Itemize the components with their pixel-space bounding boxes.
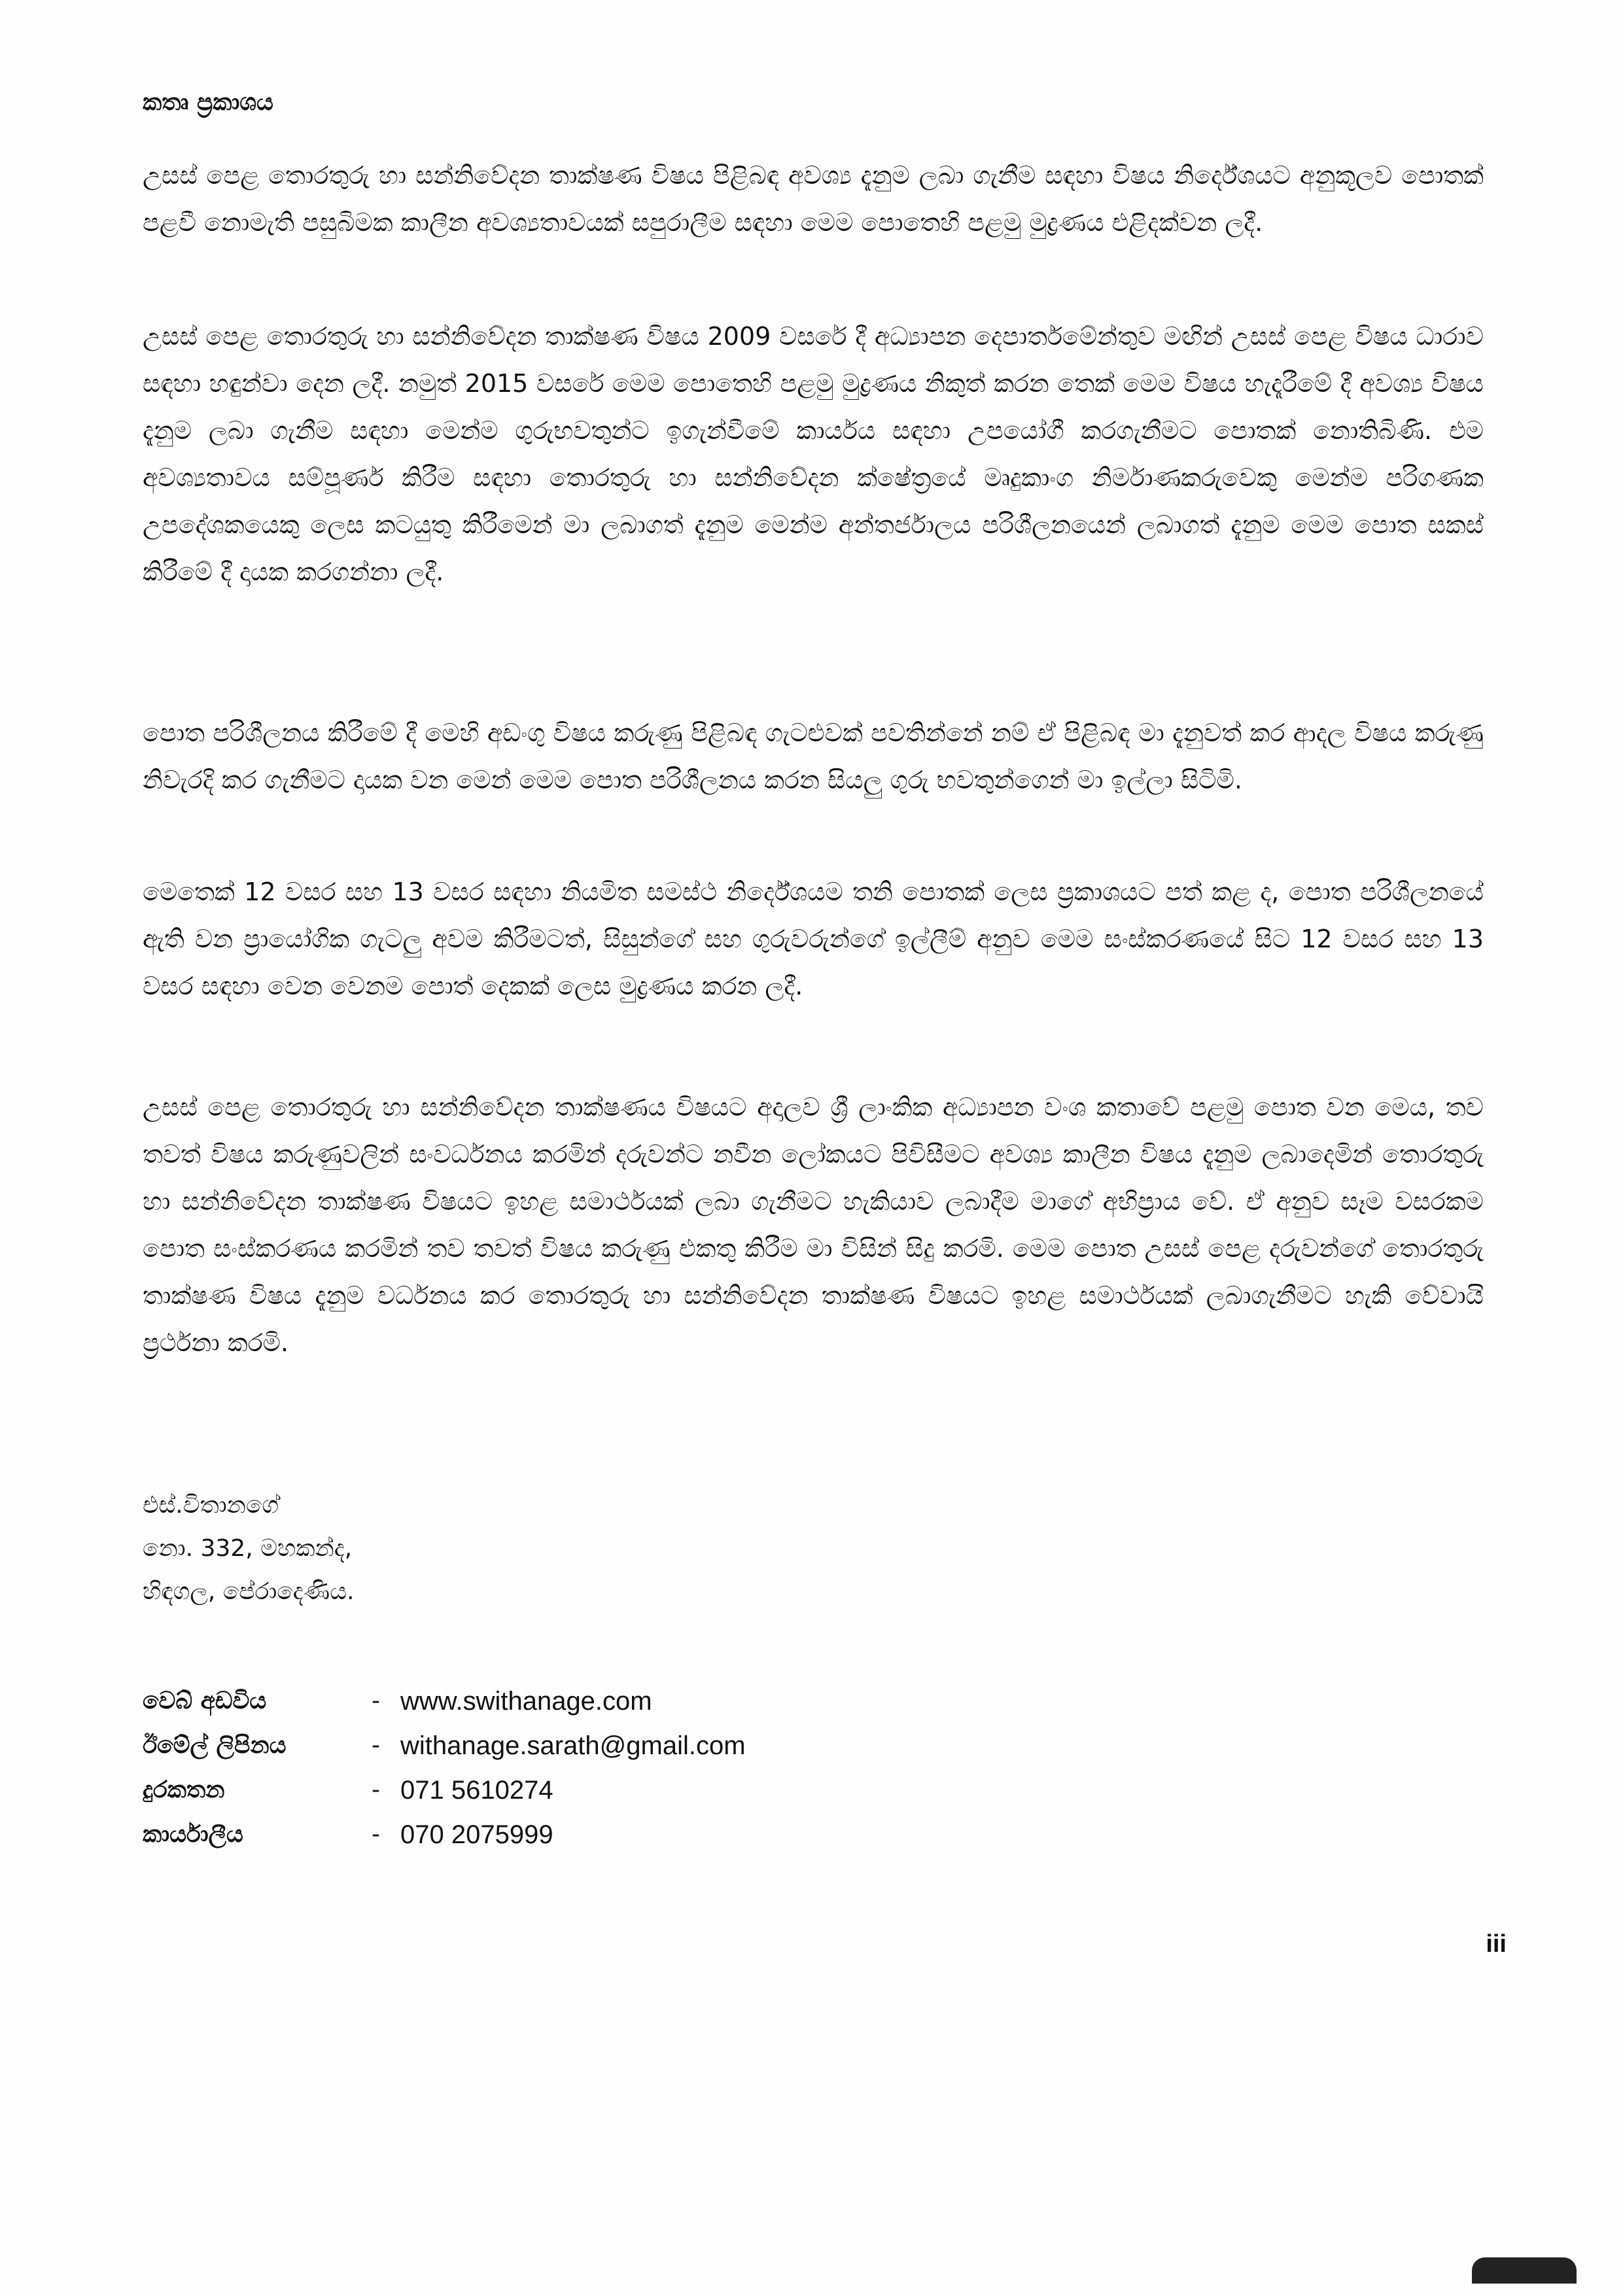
phone-number: 071 5610274	[400, 1776, 553, 1805]
page-title: කතෘ ප්‍රකාශය	[143, 89, 273, 116]
paragraph-1: උසස් පෙළ තොරතුරු හා සන්නිවේදන තාක්ෂණ විෂය පිළිබඳ අවශ්‍ය දැනුම ලබා ගැනීම සඳහා විෂය නිර්දේශයට අනුකූලව පොතක් පළවී නොමැති පසුබිමක කාලීන අවශ්‍යතාවයක් සපුරාලීම සඳහා මෙම පොතෙහි පළමු මුද්‍රණය එළිදක්වන ලදී.	[143, 161, 1484, 237]
contact-row-email	[143, 1723, 746, 1768]
paragraph-5: උසස් පෙළ තොරතුරු හා සන්නිවේදන තාක්ෂණය විෂයට අදාලව ශ්‍රී ලාංකික අධ්‍යාපන වංශ කතාවේ පළමු පොත වන මෙය, තව තවත් විෂය කරුණුවලින් සංවර්ධනය කරමින් දරුවන්ට නවීන ලෝකයට පිවිසීමට අවශ්‍ය කාලීන විෂය දැනුම ලබාදෙමින් තොරතුරු හා සන්නිවේදන තාක්ෂණ විෂයට ඉහළ සමාර්ථයක් ලබා ගැනීමට හැකියාව ලබාදීම මාගේ අභිප්‍රාය වේ. ඒ අනුව සෑම වසරකම පොත සංස්කරණය කරමින් තව තවත් විෂය කරුණු එකතු කිරීම මා විසින් සිදු කරමි. මෙම පොත උසස් පෙළ දරුවන්ගේ තොරතුරු තාක්ෂණ විෂය දැනුම වර්ධනය කර තොරතුරු හා සන්නිවේදන තාක්ෂණ විෂයට ඉහළ සමාර්ථයක් ලබාගැනීමට හැකි වේවායි ප්‍රර්ථනා කරමි.	[143, 1093, 1484, 1357]
scan-edge-mark	[1472, 2257, 1577, 2284]
contact-row-website	[143, 1679, 746, 1723]
author-name: එස්.විතානගේ	[143, 1492, 279, 1519]
contact-label: ඊමේල් ලිපිනය	[143, 1732, 287, 1759]
website-link[interactable]: www.swithanage.com	[400, 1687, 652, 1716]
email-link[interactable]: withanage.sarath@gmail.com	[400, 1731, 746, 1760]
contact-row-office	[143, 1812, 746, 1857]
contact-dash: -	[372, 1732, 380, 1759]
address-line-1: නො. 332, මහකන්ද,	[143, 1535, 353, 1562]
office-phone-number: 070 2075999	[400, 1820, 553, 1849]
author-address	[143, 1484, 355, 1614]
contact-dash: -	[372, 1821, 380, 1848]
address-line-2: හිඳගල, පේරාදෙණිය.	[143, 1578, 355, 1605]
paragraph-3: පොත පරිශීලනය කිරීමේ දී මෙහි අඩංගු විෂය කරුණු පිළිබඳ ගැටළුවක් පවතින්නේ නම් ඒ පිළිබඳ මා දැනුවත් කර ආදල විෂය කරුණු නිවැරදි කර ගැනීමට දායක වන මෙන් මෙම පොත පරිශීලනය කරන සියලු ගුරු භවතුන්ගෙන් මා ඉල්ලා සිටිමි.	[143, 718, 1484, 794]
contact-dash: -	[372, 1776, 380, 1803]
contact-row-phone	[143, 1768, 746, 1812]
paragraph-4: මෙතෙක් 12 වසර සහ 13 වසර සඳහා නියමිත සමස්ථ නිර්දේශයම තනි පොතක් ලෙස ප්‍රකාශයට පත් කළ ද, පොත පරිශීලනයේ ඇති වන ප්‍රායෝගික ගැටලු අවම කිරීමටත්, සිසුන්ගේ සහ ගුරුවරුන්ගේ ඉල්ලීම් අනුව මෙම සංස්කරණයේ සිට 12 වසර සහ 13 වසර සඳහා වෙන වෙනම පොත් දෙකක් ලෙස මුද්‍රණය කරන ලදී.	[143, 877, 1484, 1000]
contact-label: වෙබ් අඩවිය	[143, 1687, 267, 1714]
contact-label: කාර්යාලීය	[143, 1821, 243, 1848]
contact-dash: -	[372, 1687, 380, 1714]
page-number: iii	[1486, 1930, 1507, 1958]
paragraph-2: උසස් පෙළ තොරතුරු හා සන්නිවේදන තාක්ෂණ විෂය 2009 වසරේ දී අධ්‍යාපන දෙපාර්තමේන්තුව මඟින් උසස් පෙළ විෂය ධාරාව සඳහා හඳුන්වා දෙන ලදී. නමුත් 2015 වසරේ මෙම පොතෙහි පළමු මුද්‍රණය නිකුත් කරන තෙක් මෙම විෂය හැදෑරීමේ දී අවශ්‍ය විෂය දැනුම ලබා ගැනීම සඳහා මෙන්ම ගුරුභවතුන්ට ඉගැන්වීමේ කාර්යය සඳහා උපයෝගී කරගැනීමට පොතක් නොතිබිණි. එම අවශ්‍යතාවය සම්පූර්ණ කිරීම සඳහා තොරතුරු හා සන්නිවේදන ක්ෂේත්‍රයේ මෘදුකාංග නිර්මාණකරුවෙකු මෙන්ම පරිගණක උපදේශකයෙකු ලෙස කටයුතු කිරීමෙන් මා ලබාගත් දැනුම මෙන්ම අන්තර්ජාලය පරිශීලනයෙන් ලබාගත් දැනුම මෙම පොත සකස් කිරීමේ දී දායක කරගන්නා ලදී.	[143, 322, 1484, 586]
contact-label: දුරකතන	[143, 1776, 225, 1803]
contact-list	[143, 1679, 746, 1857]
